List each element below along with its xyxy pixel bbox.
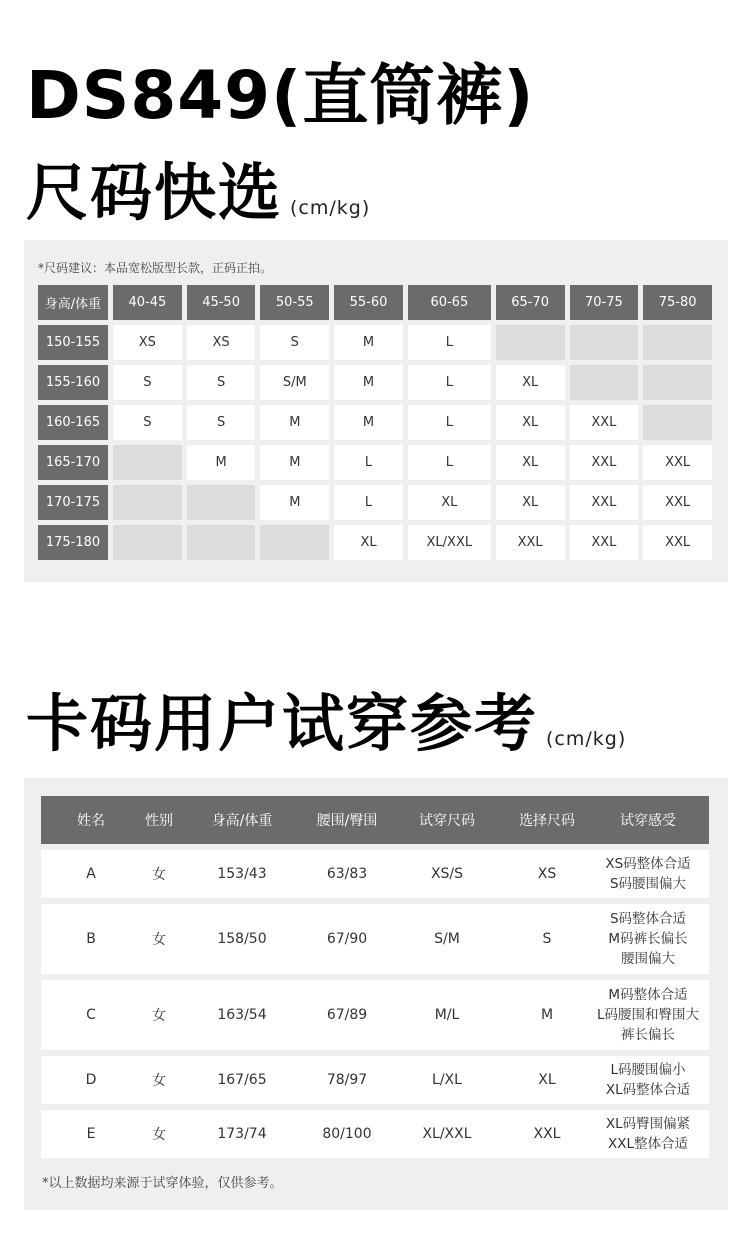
size-cell: XL/XXL bbox=[408, 525, 491, 560]
trial-cell-name: B bbox=[41, 904, 141, 974]
size-title: 尺码快选 bbox=[26, 156, 283, 229]
size-cell: XXL bbox=[643, 525, 712, 560]
size-cell: XS bbox=[187, 325, 256, 360]
height-header-cell: 160-165 bbox=[38, 405, 108, 440]
size-row bbox=[38, 485, 712, 520]
trial-cell-gender: 女 bbox=[141, 1056, 177, 1104]
size-quick-select-heading bbox=[26, 143, 370, 232]
feel-line: L码腰围和臀围大 bbox=[596, 1007, 700, 1023]
trial-row bbox=[41, 850, 709, 898]
empty-size-cell bbox=[643, 325, 712, 360]
feel-line: L码腰围偏小 bbox=[610, 1062, 686, 1078]
trial-cell-name: D bbox=[41, 1056, 141, 1104]
trial-column-header: 身高/体重 bbox=[177, 796, 307, 844]
trial-cell-name: C bbox=[41, 980, 141, 1050]
size-cell: XL bbox=[496, 445, 565, 480]
trial-cell-name: A bbox=[41, 850, 141, 898]
empty-size-cell bbox=[643, 405, 712, 440]
trial-feel-cell bbox=[587, 1056, 709, 1104]
empty-size-cell bbox=[113, 485, 182, 520]
trial-cell-tried: M/L bbox=[387, 980, 507, 1050]
trial-cell-gender: 女 bbox=[141, 904, 177, 974]
size-cell: S/M bbox=[260, 365, 329, 400]
size-cell: M bbox=[334, 325, 403, 360]
empty-size-cell bbox=[113, 525, 182, 560]
trial-cell-wh: 78/97 bbox=[307, 1056, 387, 1104]
feel-line: S码腰围偏大 bbox=[609, 876, 687, 892]
trial-feel-cell bbox=[587, 904, 709, 974]
trial-header-row bbox=[41, 796, 709, 844]
size-note: *尺码建议：本品宽松版型长款，正码正拍。 bbox=[38, 261, 273, 275]
trial-row bbox=[41, 904, 709, 974]
trial-cell-tried: S/M bbox=[387, 904, 507, 974]
trial-feel-cell bbox=[587, 980, 709, 1050]
size-row bbox=[38, 325, 712, 360]
feel-line: M码裤长偏长 bbox=[608, 931, 688, 947]
trial-row bbox=[41, 980, 709, 1050]
size-unit: (cm/kg) bbox=[290, 197, 371, 219]
trial-heading bbox=[26, 674, 626, 763]
size-cell: S bbox=[187, 365, 256, 400]
trial-column-header: 选择尺码 bbox=[507, 796, 587, 844]
empty-size-cell bbox=[496, 325, 565, 360]
size-cell: XS bbox=[113, 325, 182, 360]
feel-line: XL码臀围偏紧 bbox=[605, 1116, 691, 1132]
size-cell: XXL bbox=[570, 525, 639, 560]
trial-column-header: 试穿尺码 bbox=[387, 796, 507, 844]
size-cell: XXL bbox=[570, 405, 639, 440]
empty-size-cell bbox=[570, 325, 639, 360]
size-cell: L bbox=[408, 445, 491, 480]
feel-line: XL码整体合适 bbox=[605, 1082, 691, 1098]
size-cell: XXL bbox=[643, 485, 712, 520]
trial-cell-chosen: XXL bbox=[507, 1110, 587, 1158]
weight-header-cell: 75-80 bbox=[643, 285, 712, 320]
trial-cell-gender: 女 bbox=[141, 1110, 177, 1158]
trial-cell-hw: 153/43 bbox=[177, 850, 307, 898]
size-cell: M bbox=[334, 405, 403, 440]
trial-cell-wh: 67/90 bbox=[307, 904, 387, 974]
size-cell: XXL bbox=[570, 445, 639, 480]
size-row bbox=[38, 405, 712, 440]
size-cell: M bbox=[260, 405, 329, 440]
trial-cell-chosen: XS bbox=[507, 850, 587, 898]
trial-cell-chosen: XL bbox=[507, 1056, 587, 1104]
trial-cell-tried: XS/S bbox=[387, 850, 507, 898]
trial-table bbox=[41, 790, 709, 1164]
weight-header-cell: 70-75 bbox=[570, 285, 639, 320]
trial-cell-gender: 女 bbox=[141, 850, 177, 898]
trial-column-header: 试穿感受 bbox=[587, 796, 709, 844]
trial-column-header: 性别 bbox=[141, 796, 177, 844]
size-cell: XL bbox=[496, 405, 565, 440]
height-header-cell: 170-175 bbox=[38, 485, 108, 520]
trial-feel-cell bbox=[587, 1110, 709, 1158]
trial-unit: (cm/kg) bbox=[546, 728, 627, 750]
size-cell: S bbox=[187, 405, 256, 440]
trial-cell-hw: 173/74 bbox=[177, 1110, 307, 1158]
size-cell: XL bbox=[496, 485, 565, 520]
feel-line: XXL整体合适 bbox=[607, 1136, 689, 1152]
weight-header-cell: 60-65 bbox=[408, 285, 491, 320]
feel-line: XS码整体合适 bbox=[605, 856, 691, 872]
height-header-cell: 165-170 bbox=[38, 445, 108, 480]
height-header-cell: 150-155 bbox=[38, 325, 108, 360]
empty-size-cell bbox=[187, 525, 256, 560]
trial-cell-gender: 女 bbox=[141, 980, 177, 1050]
product-title: DS849(直筒裤) bbox=[26, 57, 535, 134]
feel-line: 腰围偏大 bbox=[621, 951, 675, 967]
weight-header-cell: 50-55 bbox=[260, 285, 329, 320]
size-cell: XL bbox=[496, 365, 565, 400]
trial-footnote: *以上数据均来源于试穿体验，仅供参考。 bbox=[42, 1176, 283, 1191]
trial-cell-tried: L/XL bbox=[387, 1056, 507, 1104]
trial-cell-tried: XL/XXL bbox=[387, 1110, 507, 1158]
feel-line: 裤长偏长 bbox=[621, 1027, 675, 1043]
size-cell: L bbox=[408, 325, 491, 360]
trial-cell-wh: 80/100 bbox=[307, 1110, 387, 1158]
empty-size-cell bbox=[260, 525, 329, 560]
trial-column-header: 姓名 bbox=[41, 796, 141, 844]
trial-cell-hw: 158/50 bbox=[177, 904, 307, 974]
size-cell: XXL bbox=[496, 525, 565, 560]
size-cell: L bbox=[408, 405, 491, 440]
empty-size-cell bbox=[643, 365, 712, 400]
size-cell: M bbox=[334, 365, 403, 400]
feel-line: M码整体合适 bbox=[608, 987, 688, 1003]
size-row bbox=[38, 365, 712, 400]
trial-cell-name: E bbox=[41, 1110, 141, 1158]
size-row bbox=[38, 525, 712, 560]
empty-size-cell bbox=[570, 365, 639, 400]
size-cell: S bbox=[113, 405, 182, 440]
empty-size-cell bbox=[187, 485, 256, 520]
trial-cell-hw: 163/54 bbox=[177, 980, 307, 1050]
size-cell: L bbox=[408, 365, 491, 400]
corner-header-cell: 身高/体重 bbox=[38, 285, 108, 320]
height-header-cell: 175-180 bbox=[38, 525, 108, 560]
trial-cell-hw: 167/65 bbox=[177, 1056, 307, 1104]
size-cell: XL bbox=[334, 525, 403, 560]
weight-header-cell: 40-45 bbox=[113, 285, 182, 320]
size-cell: M bbox=[260, 445, 329, 480]
size-cell: XXL bbox=[570, 485, 639, 520]
weight-header-cell: 45-50 bbox=[187, 285, 256, 320]
size-row bbox=[38, 445, 712, 480]
size-header-row bbox=[38, 285, 712, 320]
size-cell: L bbox=[334, 485, 403, 520]
height-header-cell: 155-160 bbox=[38, 365, 108, 400]
empty-size-cell bbox=[113, 445, 182, 480]
trial-cell-wh: 63/83 bbox=[307, 850, 387, 898]
trial-title: 卡码用户试穿参考 bbox=[26, 687, 539, 760]
weight-header-cell: 55-60 bbox=[334, 285, 403, 320]
size-cell: M bbox=[187, 445, 256, 480]
size-cell: M bbox=[260, 485, 329, 520]
trial-column-header: 腰围/臀围 bbox=[307, 796, 387, 844]
trial-cell-wh: 67/89 bbox=[307, 980, 387, 1050]
size-cell: S bbox=[113, 365, 182, 400]
weight-header-cell: 65-70 bbox=[496, 285, 565, 320]
trial-row bbox=[41, 1110, 709, 1158]
size-chart-table bbox=[33, 280, 717, 565]
feel-line: S码整体合适 bbox=[609, 911, 687, 927]
trial-row bbox=[41, 1056, 709, 1104]
size-cell: S bbox=[260, 325, 329, 360]
size-cell: XL bbox=[408, 485, 491, 520]
trial-feel-cell bbox=[587, 850, 709, 898]
trial-cell-chosen: M bbox=[507, 980, 587, 1050]
size-cell: XXL bbox=[643, 445, 712, 480]
size-cell: L bbox=[334, 445, 403, 480]
trial-cell-chosen: S bbox=[507, 904, 587, 974]
